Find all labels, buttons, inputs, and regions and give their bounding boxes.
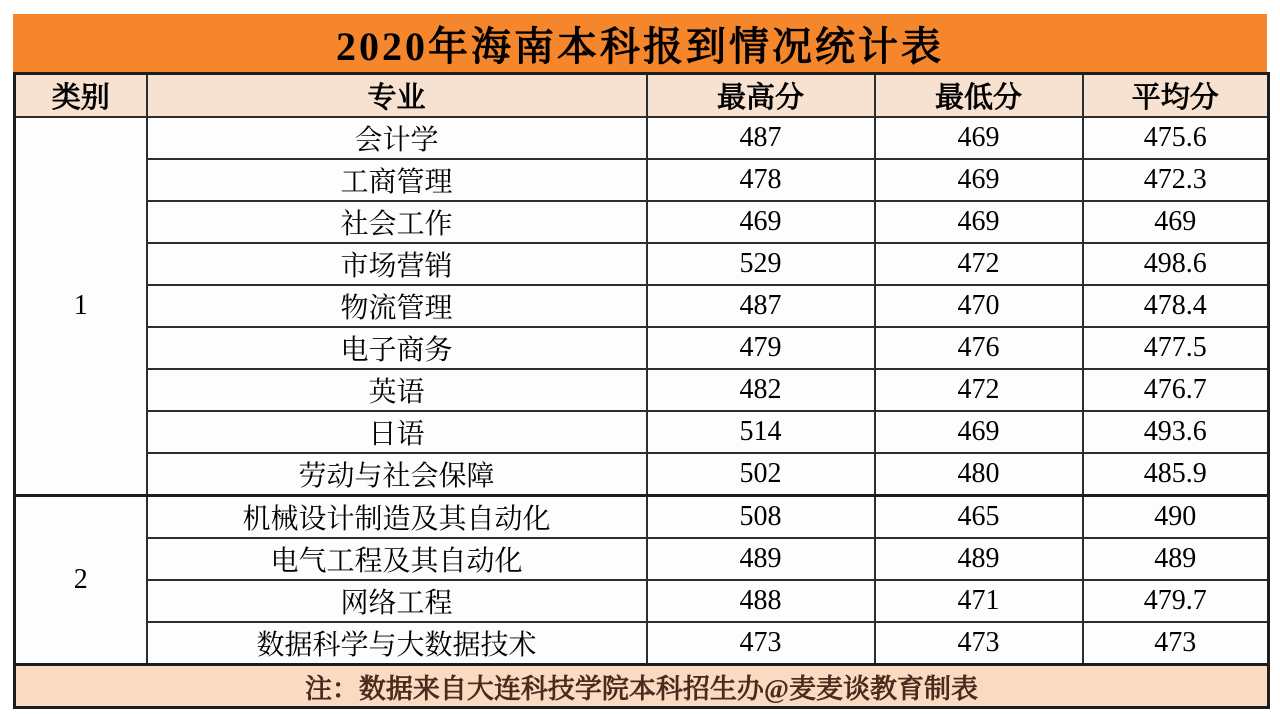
- min-score-cell: 469: [875, 159, 1083, 201]
- major-cell: 电子商务: [147, 327, 647, 369]
- max-score-cell: 502: [647, 453, 875, 496]
- column-header-major: 专业: [147, 74, 647, 118]
- avg-score-cell: 473: [1083, 622, 1269, 665]
- table-row: [15, 285, 1269, 327]
- table-footer: [15, 665, 1269, 708]
- min-score-cell: 480: [875, 453, 1083, 496]
- column-header-max-score: 最高分: [647, 74, 875, 118]
- table-body: [15, 117, 1269, 665]
- table-title: 2020年海南本科报到情况统计表: [13, 14, 1267, 72]
- avg-score-cell: 477.5: [1083, 327, 1269, 369]
- avg-score-cell: 472.3: [1083, 159, 1269, 201]
- max-score-cell: 478: [647, 159, 875, 201]
- table-row: [15, 622, 1269, 665]
- avg-score-cell: 493.6: [1083, 411, 1269, 453]
- min-score-cell: 476: [875, 327, 1083, 369]
- major-cell: 物流管理: [147, 285, 647, 327]
- footnote-row: [15, 665, 1269, 708]
- min-score-cell: 489: [875, 538, 1083, 580]
- column-header-avg-score: 平均分: [1083, 74, 1269, 118]
- major-cell: 市场营销: [147, 243, 647, 285]
- min-score-cell: 465: [875, 496, 1083, 539]
- min-score-cell: 471: [875, 580, 1083, 622]
- max-score-cell: 479: [647, 327, 875, 369]
- max-score-cell: 482: [647, 369, 875, 411]
- header-row: [15, 74, 1269, 118]
- max-score-cell: 473: [647, 622, 875, 665]
- table-row: [15, 580, 1269, 622]
- table-header: [15, 74, 1269, 118]
- avg-score-cell: 479.7: [1083, 580, 1269, 622]
- table-row: [15, 411, 1269, 453]
- table-row: [15, 327, 1269, 369]
- table-row: [15, 243, 1269, 285]
- max-score-cell: 469: [647, 201, 875, 243]
- avg-score-cell: 490: [1083, 496, 1269, 539]
- column-header-min-score: 最低分: [875, 74, 1083, 118]
- major-cell: 社会工作: [147, 201, 647, 243]
- table-row: [15, 117, 1269, 159]
- major-cell: 会计学: [147, 117, 647, 159]
- footnote-text: 注：数据来自大连科技学院本科招生办@麦麦谈教育制表: [15, 665, 1269, 708]
- major-cell: 数据科学与大数据技术: [147, 622, 647, 665]
- major-cell: 机械设计制造及其自动化: [147, 496, 647, 539]
- table-row: [15, 496, 1269, 539]
- max-score-cell: 529: [647, 243, 875, 285]
- table-row: [15, 201, 1269, 243]
- table-row: [15, 159, 1269, 201]
- min-score-cell: 472: [875, 369, 1083, 411]
- table-row: [15, 369, 1269, 411]
- avg-score-cell: 498.6: [1083, 243, 1269, 285]
- max-score-cell: 508: [647, 496, 875, 539]
- avg-score-cell: 485.9: [1083, 453, 1269, 496]
- max-score-cell: 487: [647, 285, 875, 327]
- major-cell: 电气工程及其自动化: [147, 538, 647, 580]
- score-table: [13, 72, 1270, 709]
- min-score-cell: 469: [875, 117, 1083, 159]
- category-cell: 2: [15, 496, 147, 665]
- major-cell: 英语: [147, 369, 647, 411]
- max-score-cell: 488: [647, 580, 875, 622]
- max-score-cell: 514: [647, 411, 875, 453]
- table-row: [15, 538, 1269, 580]
- avg-score-cell: 469: [1083, 201, 1269, 243]
- column-header-category: 类别: [15, 74, 147, 118]
- min-score-cell: 470: [875, 285, 1083, 327]
- avg-score-cell: 476.7: [1083, 369, 1269, 411]
- min-score-cell: 469: [875, 411, 1083, 453]
- major-cell: 日语: [147, 411, 647, 453]
- avg-score-cell: 478.4: [1083, 285, 1269, 327]
- avg-score-cell: 475.6: [1083, 117, 1269, 159]
- min-score-cell: 469: [875, 201, 1083, 243]
- statistics-table-page: [13, 14, 1267, 709]
- table-row: [15, 453, 1269, 496]
- major-cell: 网络工程: [147, 580, 647, 622]
- min-score-cell: 472: [875, 243, 1083, 285]
- max-score-cell: 487: [647, 117, 875, 159]
- major-cell: 劳动与社会保障: [147, 453, 647, 496]
- min-score-cell: 473: [875, 622, 1083, 665]
- max-score-cell: 489: [647, 538, 875, 580]
- major-cell: 工商管理: [147, 159, 647, 201]
- category-cell: 1: [15, 117, 147, 496]
- avg-score-cell: 489: [1083, 538, 1269, 580]
